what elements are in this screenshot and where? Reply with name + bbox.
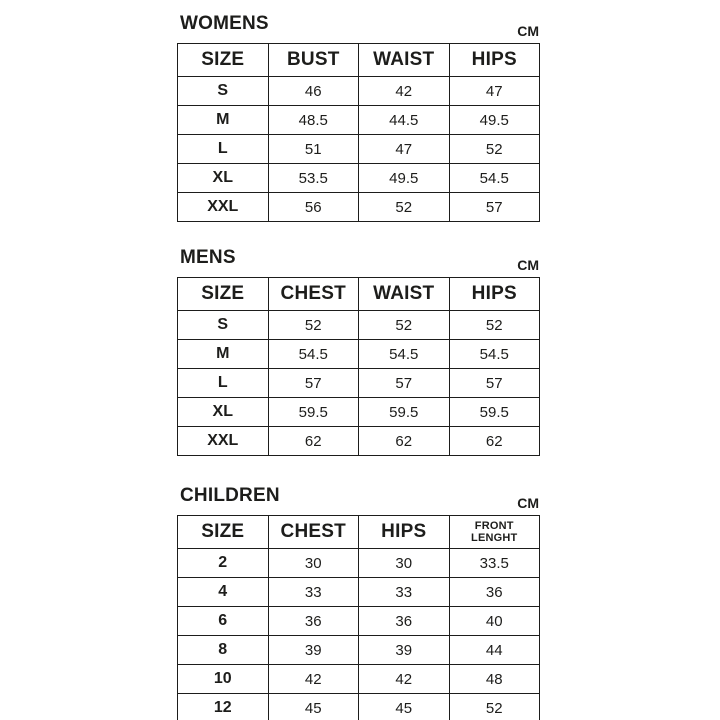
children-size-chart-section xyxy=(177,486,540,720)
column-header-hips: HIPS xyxy=(359,516,450,549)
table-row xyxy=(178,427,540,456)
womens-size-table xyxy=(177,43,540,222)
value-cell: 47 xyxy=(449,77,540,106)
value-cell: 46 xyxy=(268,77,359,106)
value-cell: 62 xyxy=(449,427,540,456)
column-header-bust: BUST xyxy=(268,44,359,77)
table-row xyxy=(178,549,540,578)
table-row xyxy=(178,164,540,193)
size-cell: S xyxy=(178,77,269,106)
womens-section-title: WOMENS xyxy=(180,13,269,34)
value-cell: 54.5 xyxy=(268,340,359,369)
table-row xyxy=(178,694,540,720)
size-cell: XL xyxy=(178,164,269,193)
mens-size-table xyxy=(177,277,540,456)
table-row xyxy=(178,106,540,135)
size-cell: 8 xyxy=(178,636,269,665)
header-row xyxy=(178,278,540,311)
value-cell: 48 xyxy=(449,665,540,694)
header-row xyxy=(178,44,540,77)
value-cell: 62 xyxy=(268,427,359,456)
value-cell: 39 xyxy=(268,636,359,665)
value-cell: 54.5 xyxy=(359,340,450,369)
value-cell: 56 xyxy=(268,193,359,222)
table-row xyxy=(178,369,540,398)
size-cell: 12 xyxy=(178,694,269,720)
table-row xyxy=(178,193,540,222)
column-header-front-lenght xyxy=(449,516,540,549)
table-row xyxy=(178,77,540,106)
value-cell: 57 xyxy=(449,193,540,222)
children-section-title: CHILDREN xyxy=(180,485,280,506)
mens-section-header xyxy=(177,248,540,273)
value-cell: 52 xyxy=(449,694,540,720)
value-cell: 49.5 xyxy=(359,164,450,193)
size-cell: M xyxy=(178,340,269,369)
value-cell: 42 xyxy=(359,665,450,694)
value-cell: 47 xyxy=(359,135,450,164)
value-cell: 54.5 xyxy=(449,164,540,193)
womens-unit-label: CM xyxy=(517,23,539,39)
value-cell: 57 xyxy=(268,369,359,398)
size-cell: L xyxy=(178,135,269,164)
children-section-header xyxy=(177,486,540,511)
column-header-text: FRONT LENGHT xyxy=(471,519,518,544)
size-cell: 4 xyxy=(178,578,269,607)
value-cell: 40 xyxy=(449,607,540,636)
mens-section-title: MENS xyxy=(180,247,236,268)
size-cell: 10 xyxy=(178,665,269,694)
children-size-table xyxy=(177,515,540,720)
value-cell: 52 xyxy=(449,311,540,340)
table-row xyxy=(178,665,540,694)
womens-section-header xyxy=(177,14,540,39)
womens-size-chart-section xyxy=(177,14,540,222)
column-header-size: SIZE xyxy=(178,278,269,311)
value-cell: 42 xyxy=(359,77,450,106)
value-cell: 45 xyxy=(268,694,359,720)
table-row xyxy=(178,607,540,636)
value-cell: 33.5 xyxy=(449,549,540,578)
value-cell: 30 xyxy=(268,549,359,578)
column-header-waist: WAIST xyxy=(359,278,450,311)
value-cell: 52 xyxy=(359,311,450,340)
value-cell: 51 xyxy=(268,135,359,164)
value-cell: 57 xyxy=(449,369,540,398)
value-cell: 52 xyxy=(449,135,540,164)
mens-size-chart-section xyxy=(177,248,540,456)
value-cell: 36 xyxy=(449,578,540,607)
size-cell: S xyxy=(178,311,269,340)
value-cell: 33 xyxy=(268,578,359,607)
value-cell: 49.5 xyxy=(449,106,540,135)
column-header-chest: CHEST xyxy=(268,278,359,311)
column-header-chest: CHEST xyxy=(268,516,359,549)
size-chart-content xyxy=(177,14,540,720)
size-cell: M xyxy=(178,106,269,135)
value-cell: 30 xyxy=(359,549,450,578)
value-cell: 44 xyxy=(449,636,540,665)
size-cell: 6 xyxy=(178,607,269,636)
value-cell: 48.5 xyxy=(268,106,359,135)
table-row xyxy=(178,311,540,340)
table-row xyxy=(178,398,540,427)
value-cell: 36 xyxy=(359,607,450,636)
column-header-waist: WAIST xyxy=(359,44,450,77)
mens-unit-label: CM xyxy=(517,257,539,273)
size-cell: L xyxy=(178,369,269,398)
size-cell: XL xyxy=(178,398,269,427)
value-cell: 52 xyxy=(359,193,450,222)
column-header-hips: HIPS xyxy=(449,278,540,311)
value-cell: 33 xyxy=(359,578,450,607)
value-cell: 45 xyxy=(359,694,450,720)
table-row xyxy=(178,578,540,607)
value-cell: 39 xyxy=(359,636,450,665)
column-header-size: SIZE xyxy=(178,44,269,77)
value-cell: 52 xyxy=(268,311,359,340)
size-cell: XXL xyxy=(178,193,269,222)
column-header-hips: HIPS xyxy=(449,44,540,77)
children-unit-label: CM xyxy=(517,495,539,511)
table-row xyxy=(178,340,540,369)
value-cell: 36 xyxy=(268,607,359,636)
value-cell: 53.5 xyxy=(268,164,359,193)
column-header-size: SIZE xyxy=(178,516,269,549)
size-cell: 2 xyxy=(178,549,269,578)
value-cell: 54.5 xyxy=(449,340,540,369)
header-row xyxy=(178,516,540,549)
value-cell: 57 xyxy=(359,369,450,398)
value-cell: 59.5 xyxy=(449,398,540,427)
value-cell: 44.5 xyxy=(359,106,450,135)
size-cell: XXL xyxy=(178,427,269,456)
value-cell: 62 xyxy=(359,427,450,456)
value-cell: 59.5 xyxy=(359,398,450,427)
value-cell: 59.5 xyxy=(268,398,359,427)
table-row xyxy=(178,636,540,665)
value-cell: 42 xyxy=(268,665,359,694)
table-row xyxy=(178,135,540,164)
